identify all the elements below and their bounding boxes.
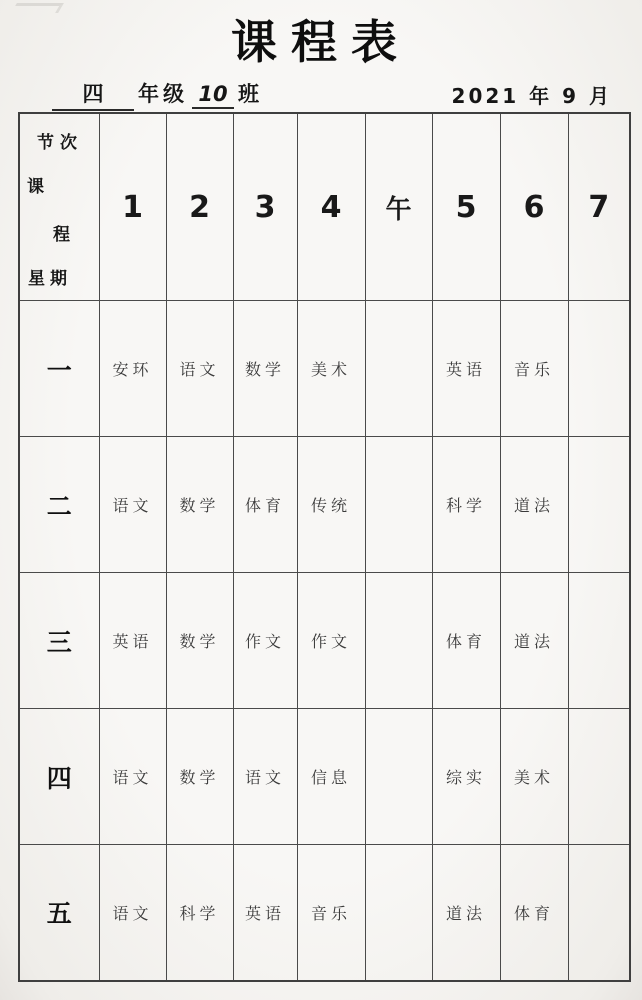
subject-cell: [432, 437, 500, 573]
day-label: 四: [46, 763, 72, 793]
subject-label: 道法: [445, 903, 486, 923]
subject-cell: [166, 845, 233, 981]
period-number: 6: [523, 189, 545, 225]
period-header-3: [233, 113, 297, 301]
subject-cell: [166, 709, 233, 845]
subject-label: 安环: [112, 360, 153, 379]
period-number: 5: [455, 189, 477, 225]
subject-cell: [365, 845, 432, 981]
subject-label: 音乐: [310, 903, 351, 923]
subject-cell: [500, 573, 568, 709]
day-label-cell: [19, 437, 99, 573]
subject-cell: [365, 301, 432, 437]
class-number: 10: [192, 82, 234, 109]
schedule-table: [18, 112, 631, 982]
header-row: [19, 113, 630, 301]
corner-course-char1: 课: [27, 177, 44, 197]
subject-cell: [297, 437, 365, 573]
subject-label: 数学: [179, 632, 220, 651]
grade-label: 年级: [138, 82, 188, 106]
subject-cell: [233, 709, 297, 845]
row-wednesday: [19, 573, 630, 709]
subject-cell: [432, 709, 500, 845]
day-label-cell: [19, 709, 99, 845]
subject-label: 音乐: [513, 360, 554, 379]
subject-cell: [365, 573, 432, 709]
period-number: 2: [189, 189, 210, 225]
subject-label: 信息: [310, 768, 351, 787]
subject-cell: [365, 437, 432, 573]
period-header-noon: [365, 113, 432, 301]
day-label-cell: [19, 301, 99, 437]
subject-cell: [99, 845, 166, 981]
subject-label: 美术: [310, 360, 351, 379]
subject-cell: [365, 709, 432, 845]
period-number: 4: [320, 189, 342, 225]
subject-cell: [568, 573, 630, 709]
subject-cell: [297, 301, 365, 437]
row-monday: [19, 301, 630, 437]
subject-cell: [166, 301, 233, 437]
subject-cell: [166, 573, 233, 709]
subject-cell: [297, 709, 365, 845]
corner-weekday-label: 星期: [28, 269, 72, 289]
subject-cell: [500, 437, 568, 573]
subject-label: 科学: [179, 903, 220, 923]
subject-label: 体育: [445, 632, 486, 651]
subject-cell: [568, 301, 630, 437]
subject-cell: [500, 709, 568, 845]
subject-label: 体育: [513, 903, 554, 923]
subject-label: 体育: [244, 496, 285, 515]
date-label: 2021 年 9 月: [451, 84, 612, 108]
subject-label: 英语: [445, 360, 486, 379]
subject-cell: [568, 845, 630, 981]
corner-cell: [19, 113, 99, 301]
row-tuesday: [19, 437, 630, 573]
subject-label: 语文: [244, 768, 285, 787]
subject-label: 英语: [112, 632, 153, 651]
subject-label: 作文: [310, 632, 351, 651]
subject-label: 语文: [179, 360, 220, 379]
grade-class-line: [52, 78, 267, 111]
class-label: 班: [238, 82, 263, 106]
subheader: [0, 78, 642, 108]
subject-cell: [99, 301, 166, 437]
subject-label: 综实: [445, 768, 486, 787]
subject-cell: [233, 845, 297, 981]
day-label: 一: [46, 355, 72, 385]
noon-label: 午: [385, 194, 412, 225]
subject-cell: [99, 709, 166, 845]
row-thursday: [19, 709, 630, 845]
period-number: 3: [254, 189, 276, 225]
subject-cell: [568, 437, 630, 573]
subject-label: 道法: [513, 632, 554, 651]
subject-cell: [297, 573, 365, 709]
subject-label: 语文: [112, 903, 153, 923]
row-friday: [19, 845, 630, 981]
subject-label: 道法: [513, 496, 554, 515]
subject-label: 语文: [112, 496, 153, 515]
subject-cell: [297, 845, 365, 981]
period-header-2: [166, 113, 233, 301]
period-header-1: [99, 113, 166, 301]
subject-label: 科学: [445, 496, 486, 515]
subject-label: 语文: [112, 768, 153, 787]
day-label: 二: [46, 491, 72, 521]
subject-label: 作文: [244, 632, 285, 651]
subject-cell: [500, 845, 568, 981]
grade-value: 四: [52, 78, 134, 111]
subject-cell: [568, 709, 630, 845]
subject-label: 数学: [244, 360, 285, 379]
subject-label: 英语: [244, 903, 285, 923]
subject-cell: [166, 437, 233, 573]
subject-cell: [432, 301, 500, 437]
subject-cell: [233, 573, 297, 709]
period-number: 7: [588, 189, 610, 225]
corner-course-char2: 程: [53, 225, 70, 245]
subject-cell: [99, 437, 166, 573]
period-header-7: [568, 113, 630, 301]
day-label: 五: [46, 899, 72, 929]
period-header-6: [500, 113, 568, 301]
subject-cell: [233, 437, 297, 573]
corner-periods-label: 节次: [37, 133, 83, 153]
subject-label: 数学: [179, 768, 220, 787]
subject-label: 数学: [179, 496, 220, 515]
page-title: 课程表: [231, 15, 411, 69]
day-label-cell: [19, 845, 99, 981]
subject-cell: [432, 845, 500, 981]
subject-label: 美术: [513, 768, 554, 787]
subject-cell: [432, 573, 500, 709]
subject-cell: [99, 573, 166, 709]
period-number: 1: [122, 189, 143, 225]
subject-label: 传统: [310, 496, 351, 515]
day-label: 三: [46, 627, 72, 657]
subject-cell: [233, 301, 297, 437]
period-header-5: [432, 113, 500, 301]
day-label-cell: [19, 573, 99, 709]
subject-cell: [500, 301, 568, 437]
period-header-4: [297, 113, 365, 301]
